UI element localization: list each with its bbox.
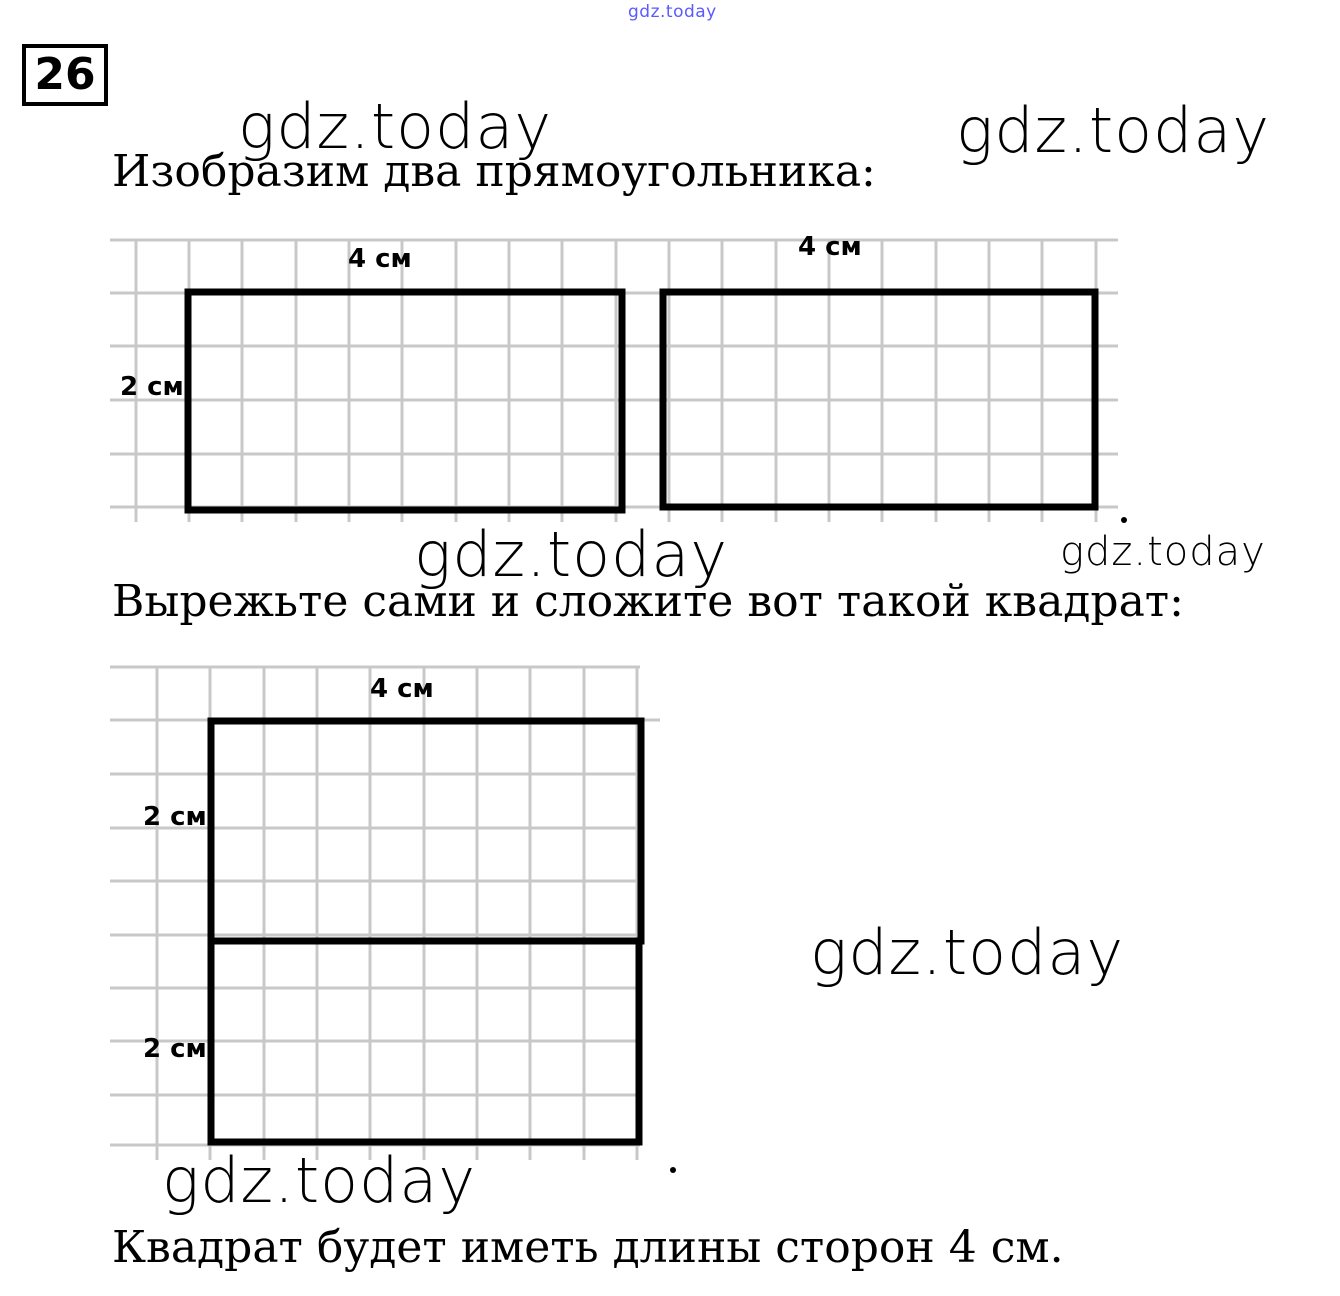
problem-number: 26 (22, 44, 108, 106)
watermark: gdz.today (162, 1144, 477, 1217)
rect2-width-label: 4 см (798, 232, 862, 262)
square-bottom-height-label: 2 см (143, 1034, 207, 1064)
grid-bottom (110, 667, 660, 1160)
top-watermark: gdz.today (628, 2, 717, 22)
watermark: gdz.today (810, 916, 1125, 989)
watermark: gdz.today (1060, 529, 1266, 575)
watermark: gdz.today (414, 518, 729, 591)
instruction-text: Вырежьте сами и сложите вот такой квадрат: (112, 576, 1184, 627)
rect1-width-label: 4 см (348, 244, 412, 274)
grid-top (110, 240, 1118, 522)
square-width-label: 4 см (370, 674, 434, 704)
answer-text: Квадрат будет иметь длины сторон 4 см. (112, 1222, 1064, 1273)
watermark: gdz.today (238, 90, 553, 163)
rect1-height-label: 2 см (120, 372, 184, 402)
square-top-height-label: 2 см (143, 802, 207, 832)
square-top-rectangle (211, 721, 641, 941)
intro-text: Изобразим два прямоугольника: (112, 146, 876, 197)
watermark: gdz.today (956, 94, 1271, 167)
